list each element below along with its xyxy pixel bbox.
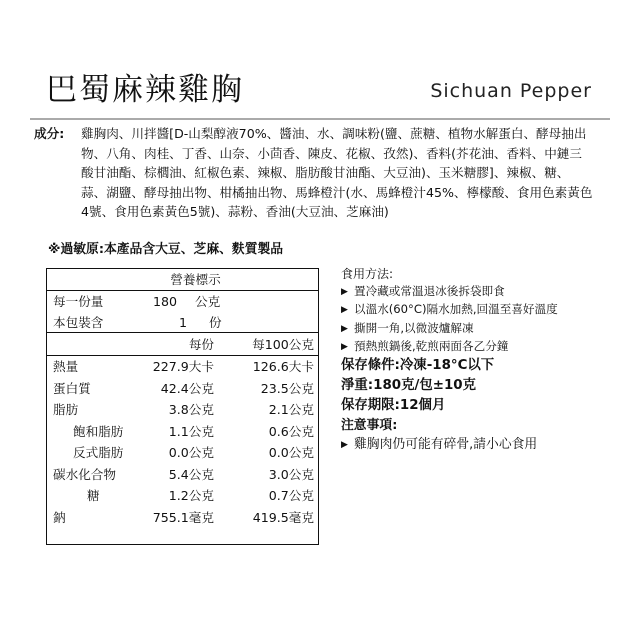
ingredients-label: 成分: bbox=[34, 126, 65, 141]
usage-step bbox=[341, 301, 621, 319]
nutrient-per-serving: 227.9大卡 bbox=[152, 359, 214, 374]
col-per-100g: 每100公克 bbox=[252, 337, 314, 352]
nutrient-label: 鈉 bbox=[53, 509, 66, 525]
triangle-bullet-icon: ▶ bbox=[341, 287, 348, 297]
nutrition-row bbox=[47, 464, 318, 486]
serving-value: 180 bbox=[153, 294, 178, 309]
nutrient-per-100g: 0.6公克 bbox=[268, 423, 314, 439]
nutrient-per-100g: 0.0公克 bbox=[268, 445, 314, 460]
col-per-serving: 每份 bbox=[188, 337, 214, 352]
nutrition-row bbox=[47, 378, 318, 400]
info-column bbox=[341, 266, 621, 455]
serving-unit: 公克 bbox=[195, 294, 221, 309]
nutrient-per-100g: 2.1公克 bbox=[268, 402, 314, 417]
nutrient-label: 蛋白質 bbox=[53, 380, 91, 396]
divider bbox=[30, 118, 610, 120]
usage-step bbox=[341, 283, 621, 301]
usage-heading: 食用方法: bbox=[341, 267, 394, 281]
nutrition-row bbox=[47, 399, 318, 421]
nutrient-label: 反式脂肪 bbox=[73, 445, 124, 460]
nutrient-per-serving: 755.1毫克 bbox=[152, 509, 214, 525]
usage-step-text: 預熱煎鍋後,乾煎兩面各乙分鐘 bbox=[354, 338, 509, 353]
usage-step-text: 置冷藏或常溫退冰後拆袋即食 bbox=[354, 284, 505, 298]
nutrient-per-serving: 3.8公克 bbox=[168, 402, 214, 417]
serving-size-row bbox=[47, 291, 318, 312]
notice-item-text: 雞胸肉仍可能有碎骨,請小心食用 bbox=[354, 437, 538, 453]
nutrient-label: 飽和脂肪 bbox=[73, 423, 124, 439]
ingredients-text: 雞胸肉、川拌醬[D-山梨醇液70%、醬油、水、調味粉(鹽、蔗糖、植物水解蛋白、酵母抽出物、八角、肉桂、丁香、山奈、小茴香、陳皮、花椒、孜然)、香料(芥花油、香料、中鏈三酸甘油酯、棕櫚油、紅椒色素、辣椒、脂肪酸甘油酯、大豆油)、玉米糖膠]、辣椒、糖、蒜、湖鹽、酵母抽出物、柑橘抽出物、馬蜂橙汁(水、馬蜂橙汁45%、檸檬酸、食用色素黃色4號、食用色素黃色5號)、蒜粉、香油(大豆油、芝麻油) bbox=[81, 126, 593, 220]
allergen-notice: ※過敏原:本產品含大豆、芝麻、麩質製品 bbox=[48, 242, 284, 257]
serving-label: 每一份量 bbox=[53, 294, 104, 309]
usage-step-text: 以溫水(60°C)隔水加熱,回溫至喜好溫度 bbox=[354, 302, 558, 317]
usage-step bbox=[341, 338, 621, 356]
nutrient-label: 脂肪 bbox=[53, 402, 79, 417]
nutrient-per-100g: 126.6大卡 bbox=[252, 359, 314, 374]
nutrition-table bbox=[46, 268, 319, 545]
triangle-bullet-icon: ▶ bbox=[341, 440, 348, 451]
nutrition-row bbox=[47, 507, 318, 529]
nutrient-per-serving: 1.2公克 bbox=[168, 488, 214, 503]
nutrient-per-serving: 42.4公克 bbox=[160, 380, 214, 396]
nutrient-label: 糖 bbox=[87, 488, 100, 503]
ingredients-block bbox=[34, 124, 594, 222]
package-unit: 份 bbox=[209, 315, 222, 330]
nutrient-label: 熱量 bbox=[53, 359, 79, 374]
product-title-en: Sichuan Pepper bbox=[430, 80, 592, 102]
usage-step-text: 撕開一角,以微波爐解凍 bbox=[354, 320, 474, 335]
nutrition-row bbox=[47, 421, 318, 443]
shelf-life: 保存期限:12個月 bbox=[341, 398, 446, 414]
net-weight: 淨重:180克/包±10克 bbox=[341, 378, 477, 394]
nutrient-per-serving: 5.4公克 bbox=[168, 466, 214, 482]
product-title-zh: 巴蜀麻辣雞胸 bbox=[46, 72, 244, 108]
nutrient-per-100g: 419.5毫克 bbox=[252, 509, 314, 525]
nutrient-per-100g: 0.7公克 bbox=[268, 488, 314, 503]
nutrient-per-100g: 23.5公克 bbox=[260, 380, 314, 396]
nutrient-per-serving: 1.1公克 bbox=[168, 423, 214, 439]
storage-condition: 保存條件:冷凍-18°C以下 bbox=[341, 358, 495, 374]
nutrition-column-header bbox=[47, 333, 318, 356]
usage-step bbox=[341, 320, 621, 338]
package-value: 1 bbox=[179, 315, 188, 330]
triangle-bullet-icon: ▶ bbox=[341, 305, 348, 316]
notice-item bbox=[341, 435, 621, 455]
nutrition-title: 營養標示 bbox=[47, 269, 318, 291]
nutrient-label: 碳水化合物 bbox=[53, 466, 116, 482]
nutrition-row bbox=[47, 485, 318, 507]
triangle-bullet-icon: ▶ bbox=[341, 341, 348, 352]
nutrient-per-serving: 0.0公克 bbox=[168, 445, 214, 460]
nutrition-row bbox=[47, 442, 318, 464]
nutrition-row bbox=[47, 356, 318, 378]
nutrient-per-100g: 3.0公克 bbox=[268, 466, 314, 482]
triangle-bullet-icon: ▶ bbox=[341, 323, 348, 334]
package-servings-row bbox=[47, 312, 318, 333]
package-label: 本包裝含 bbox=[53, 315, 104, 330]
notice-heading: 注意事項: bbox=[341, 418, 398, 434]
